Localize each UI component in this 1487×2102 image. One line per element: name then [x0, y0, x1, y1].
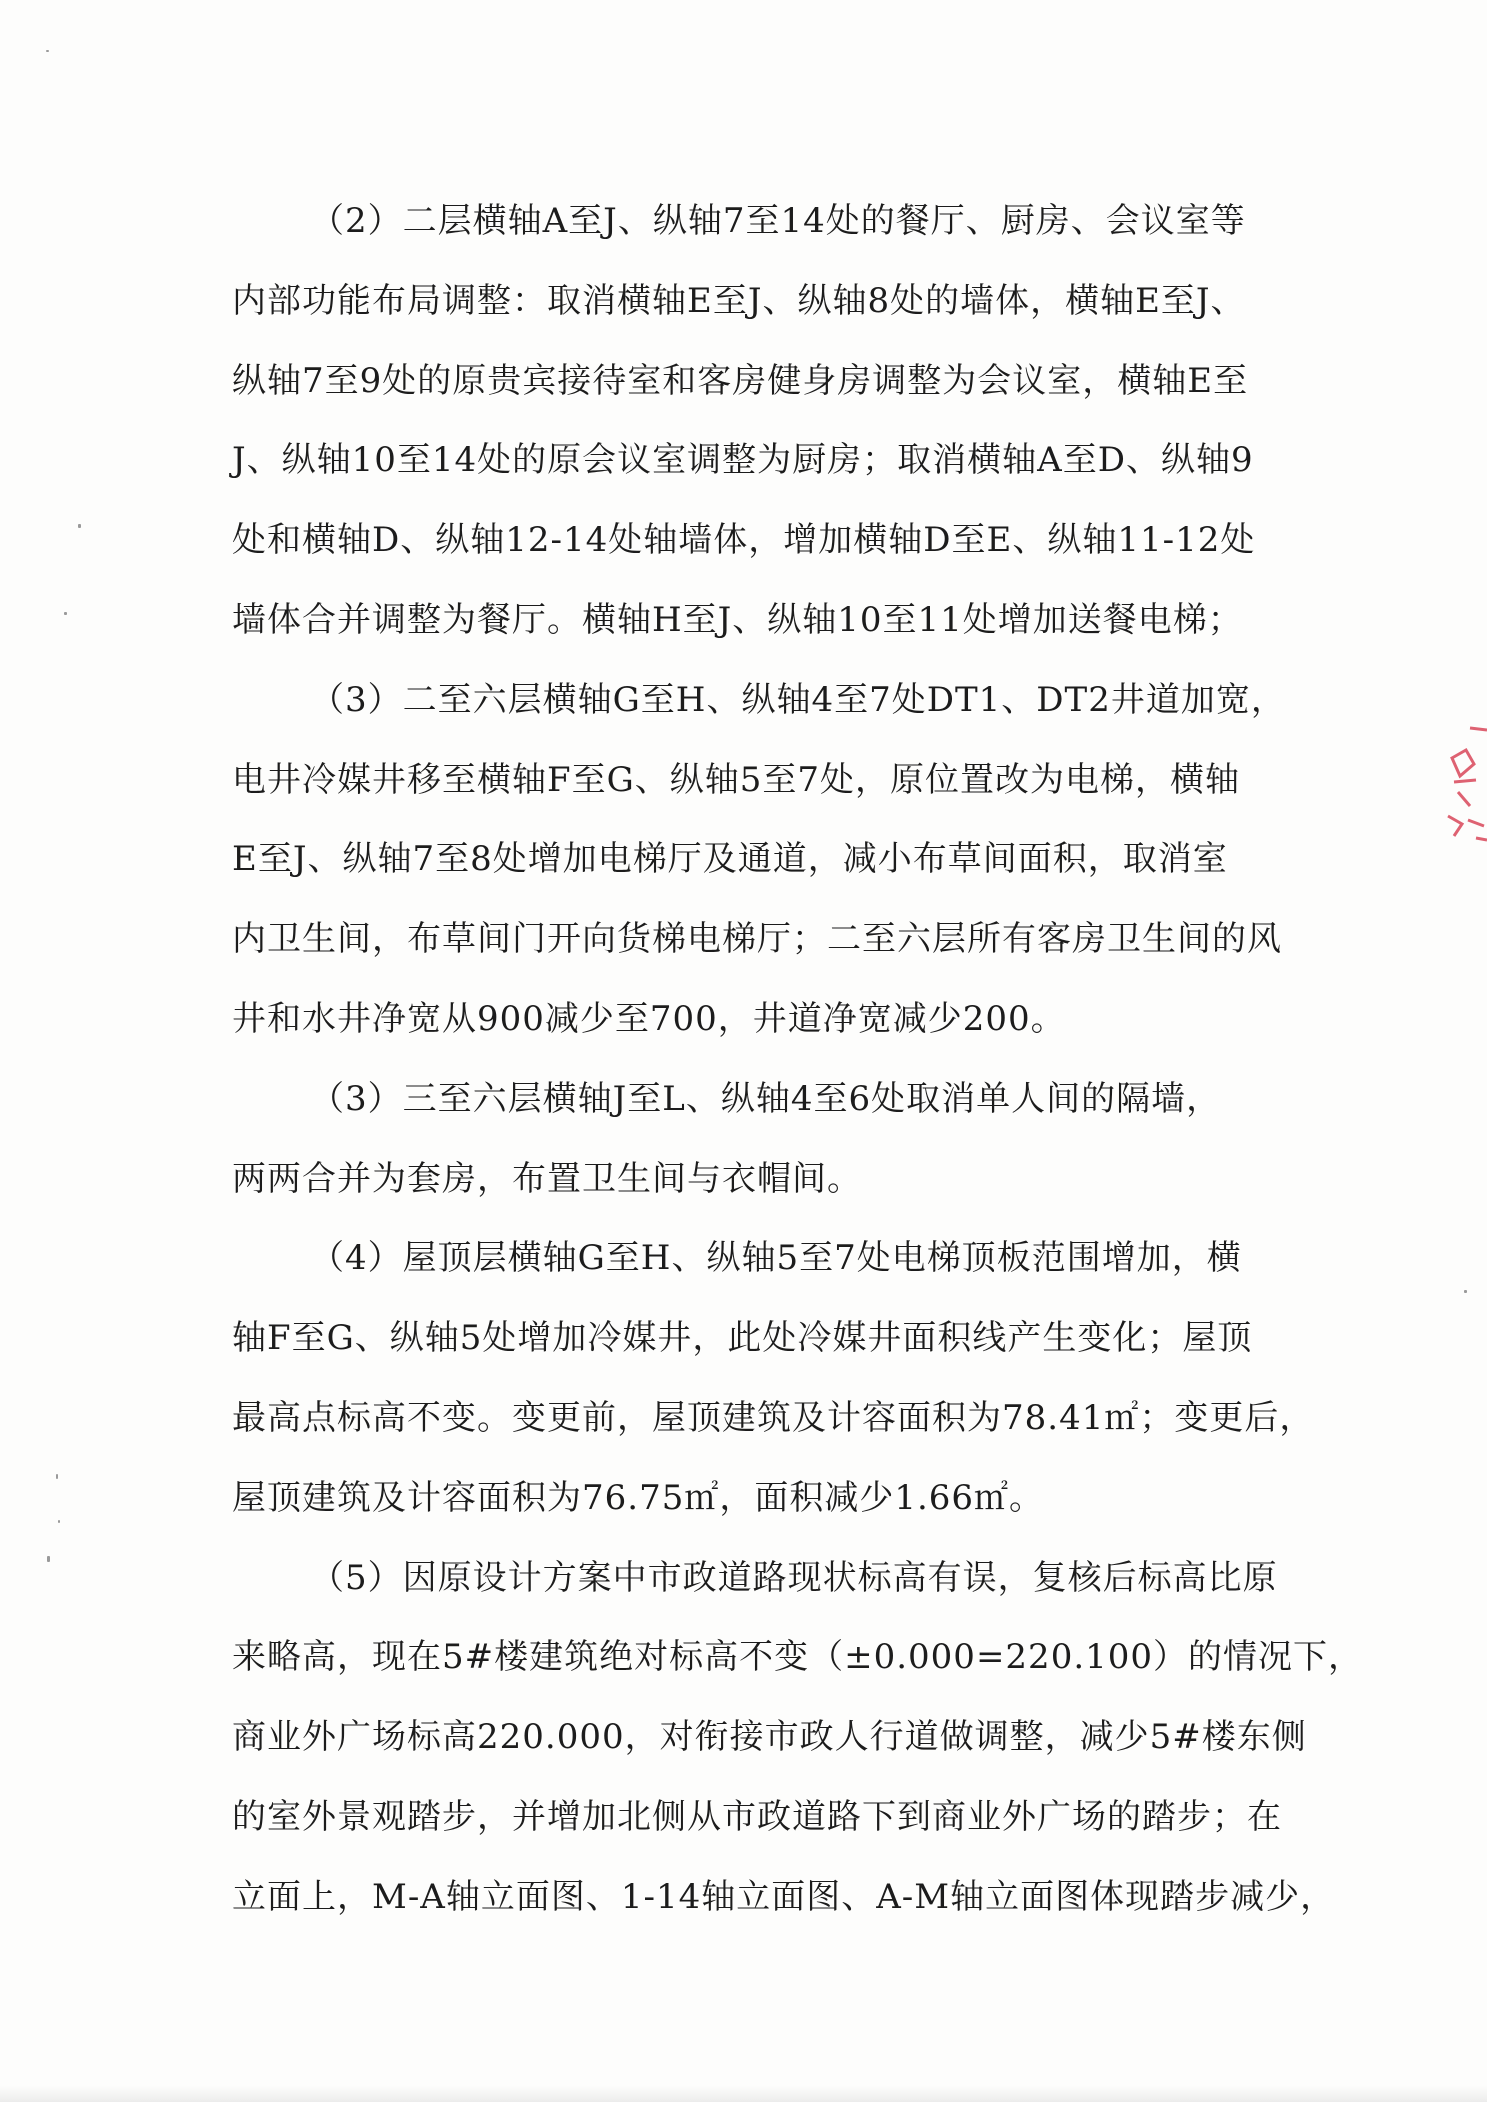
text-line: 轴F至G、纵轴5处增加冷媒井，此处冷媒井面积线产生变化；屋顶 [232, 1318, 1253, 1359]
text-line: 的室外景观踏步，并增加北侧从市政道路下到商业外广场的踏步；在 [232, 1796, 1282, 1837]
scan-speck [78, 524, 81, 528]
scan-speck [47, 1556, 50, 1562]
text-line: （5）因原设计方案中市政道路现状标高有误，复核后标高比原 [310, 1557, 1278, 1598]
text-line: 井和水井净宽从900减少至700，井道净宽减少200。 [232, 998, 1066, 1039]
text-line: （4）屋顶层横轴G至H、纵轴5至7处电梯顶板范围增加，横 [310, 1238, 1242, 1279]
scan-bottom-edge [0, 2086, 1487, 2102]
text-line: J、纵轴10至14处的原会议室调整为厨房；取消横轴A至D、纵轴9 [232, 440, 1254, 481]
text-line: 两两合并为套房，布置卫生间与衣帽间。 [232, 1158, 862, 1199]
text-line: 来略高，现在5#楼建筑绝对标高不变（±0.000=220.100）的情况下， [232, 1637, 1364, 1678]
text-line: 商业外广场标高220.000，对衔接市政人行道做调整，减少5#楼东侧 [232, 1717, 1307, 1758]
paragraph-3a [232, 661, 1286, 1060]
text-line: 立面上，M-A轴立面图、1-14轴立面图、A-M轴立面图体现踏步减少， [232, 1876, 1336, 1917]
scan-speck [46, 50, 49, 52]
text-line: 内部功能布局调整：取消横轴E至J、纵轴8处的墙体，横轴E至J、 [232, 280, 1246, 321]
text-line: （3）二至六层横轴G至H、纵轴4至7处DT1、DT2井道加宽， [310, 679, 1286, 720]
text-line: 内卫生间，布草间门开向货梯电梯厅；二至六层所有客房卫生间的风 [232, 919, 1282, 960]
paragraph-4 [232, 1219, 1315, 1538]
scan-speck [1464, 1290, 1467, 1293]
text-line: （2）二层横轴A至J、纵轴7至14处的餐厅、厨房、会议室等 [310, 201, 1246, 241]
seal-stamp-fragment [1440, 720, 1487, 850]
text-line: E至J、纵轴7至8处增加电梯厅及通道，减小布草间面积，取消室 [232, 839, 1228, 880]
text-line: 处和横轴D、纵轴12-14处轴墙体，增加横轴D至E、纵轴11-12处 [232, 520, 1256, 561]
scan-speck [56, 1474, 58, 1479]
text-line: 墙体合并调整为餐厅。横轴H至J、纵轴10至11处增加送餐电梯； [232, 599, 1243, 640]
paragraph-2 [232, 182, 1277, 661]
text-line: 纵轴7至9处的原贵宾接待室和客房健身房调整为会议室，横轴E至 [232, 360, 1249, 401]
scan-speck [64, 612, 67, 615]
text-line: 屋顶建筑及计容面积为76.75㎡，面积减少1.66㎡。 [232, 1477, 1045, 1518]
paragraph-5 [232, 1539, 1364, 1938]
text-line: 电井冷媒井移至横轴F至G、纵轴5至7处，原位置改为电梯，横轴 [232, 759, 1241, 800]
scan-speck [58, 1520, 60, 1523]
text-line: （3）三至六层横轴J至L、纵轴4至6处取消单人间的隔墙， [310, 1078, 1222, 1119]
paragraph-3b [232, 1060, 1277, 1220]
document-body [232, 182, 1364, 1938]
text-line: 最高点标高不变。变更前，屋顶建筑及计容面积为78.41㎡；变更后， [232, 1397, 1315, 1438]
